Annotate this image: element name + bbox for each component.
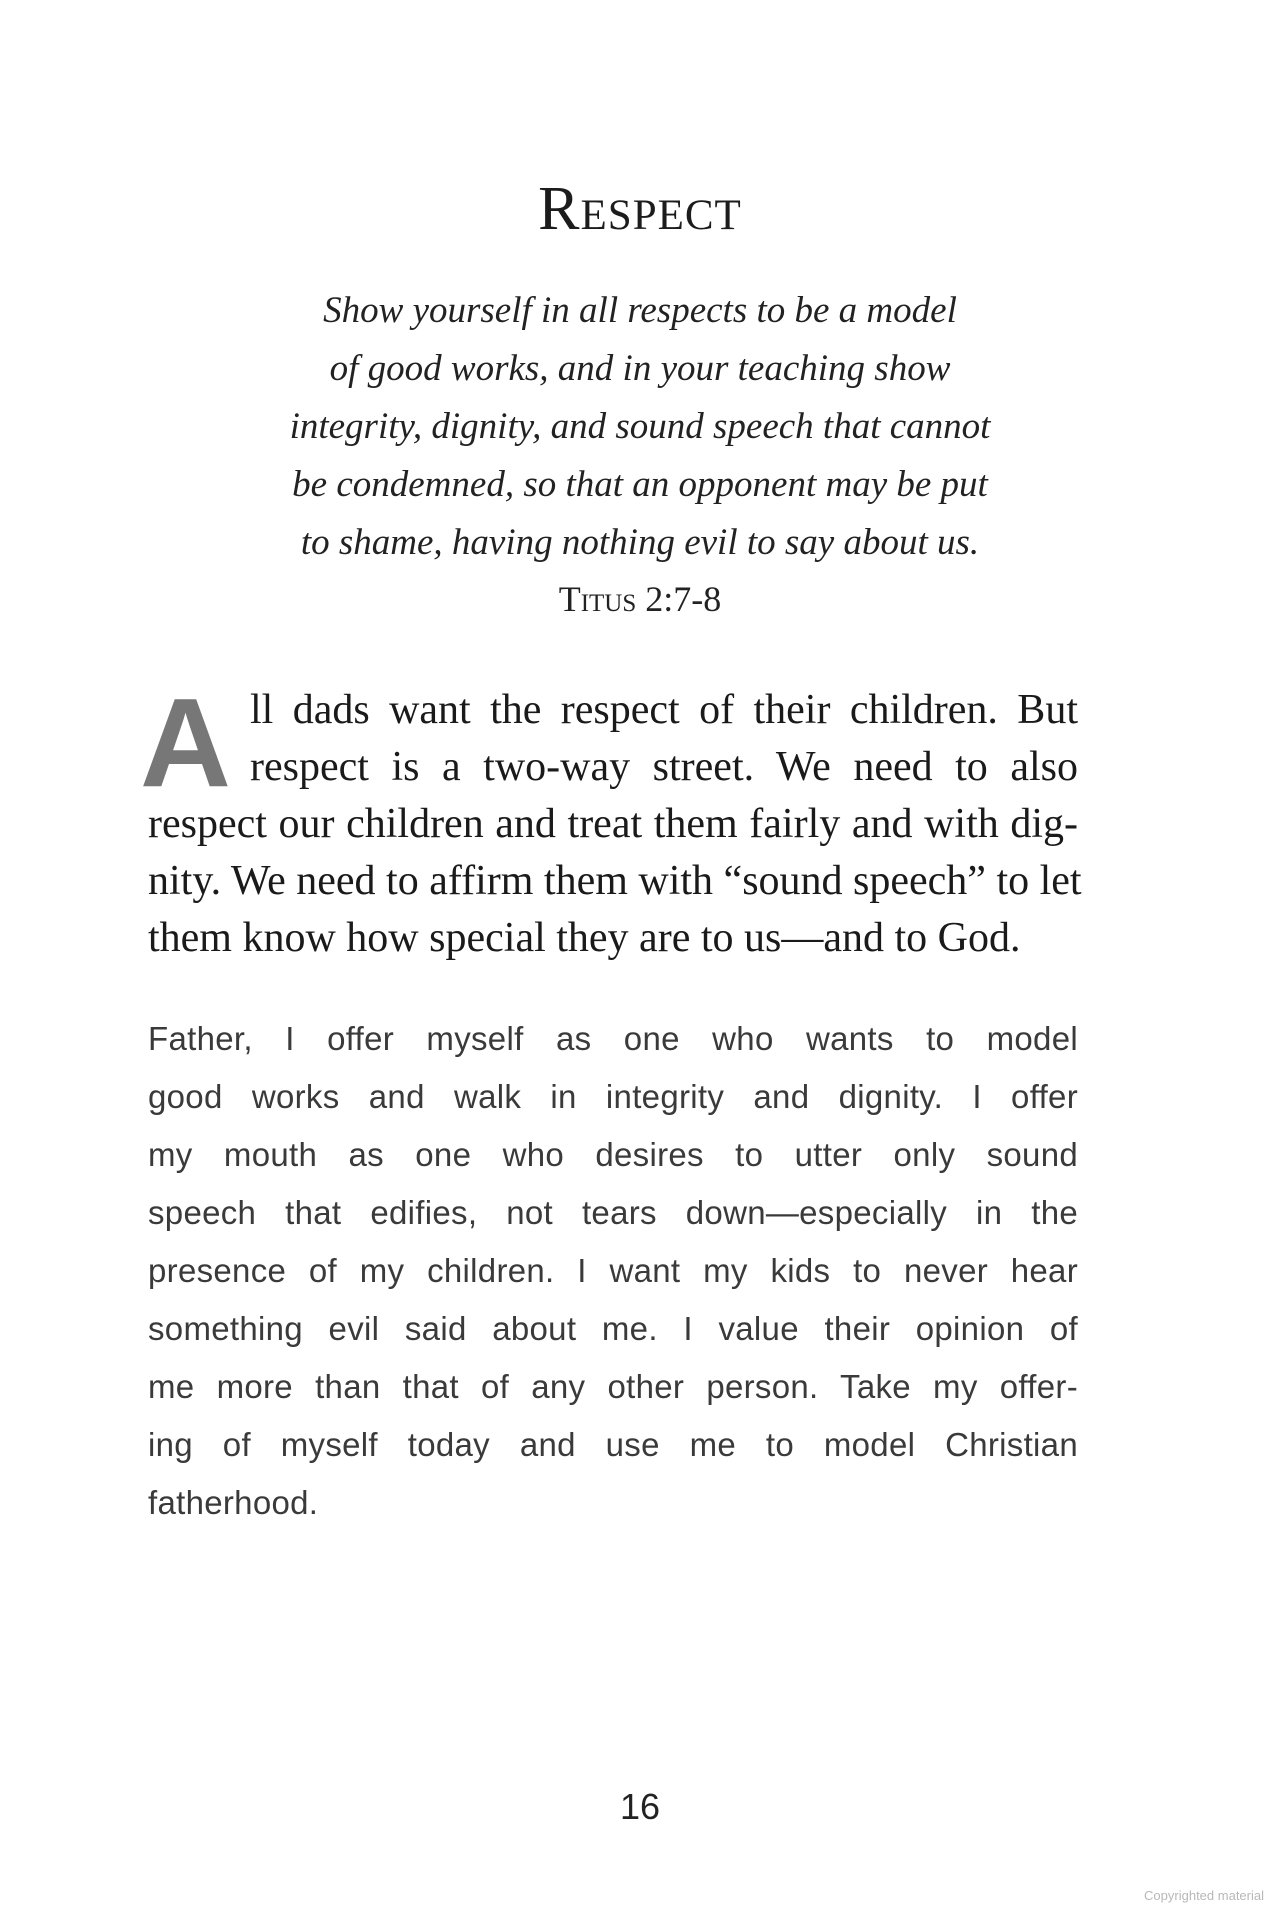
prayer-line: fatherhood.: [148, 1484, 319, 1521]
prayer-line: speech that edifies, not tears down—especially in the: [148, 1194, 1078, 1231]
scripture-verse: [180, 282, 1100, 572]
verse-line: to shame, having nothing evil to say about us.: [300, 522, 980, 563]
body-line: ll dads want the respect of their children. But: [250, 687, 1078, 733]
page-number: 16: [619, 1786, 661, 1827]
body-paragraph: [148, 682, 1082, 967]
body-line: respect is a two-way street. We need to also: [250, 744, 1078, 790]
verse-line: be condemned, so that an opponent may be put: [292, 464, 988, 505]
prayer-line: my mouth as one who desires to utter only sound: [148, 1136, 1078, 1173]
verse-line: Show yourself in all respects to be a model: [323, 290, 957, 331]
verse-line: of good works, and in your teaching show: [329, 348, 951, 389]
prayer-line: ing of myself today and use me to model Christian: [148, 1426, 1078, 1463]
prayer-line: good works and walk in integrity and dignity. I offer: [148, 1078, 1078, 1115]
drop-cap: A: [140, 672, 231, 813]
prayer-line: Father, I offer myself as one who wants to model: [148, 1020, 1078, 1057]
copyright-notice: Copyrighted material: [1144, 1888, 1264, 1903]
body-line: nity. We need to affirm them with “sound speech” to let: [148, 858, 1082, 904]
body-line: them know how special they are to us—and to God.: [148, 915, 1021, 961]
verse-reference: Titus 2:7-8: [558, 579, 722, 619]
prayer-line: something evil said about me. I value their opinion of: [148, 1310, 1078, 1347]
chapter-title: Respect: [538, 175, 742, 243]
prayer-line: presence of my children. I want my kids to never hear: [148, 1252, 1078, 1289]
verse-line: integrity, dignity, and sound speech that cannot: [289, 406, 991, 447]
prayer-paragraph: [148, 1010, 1078, 1532]
body-line: respect our children and treat them fairly and with dig-: [148, 801, 1078, 847]
prayer-line: me more than that of any other person. Take my offer-: [148, 1368, 1078, 1405]
